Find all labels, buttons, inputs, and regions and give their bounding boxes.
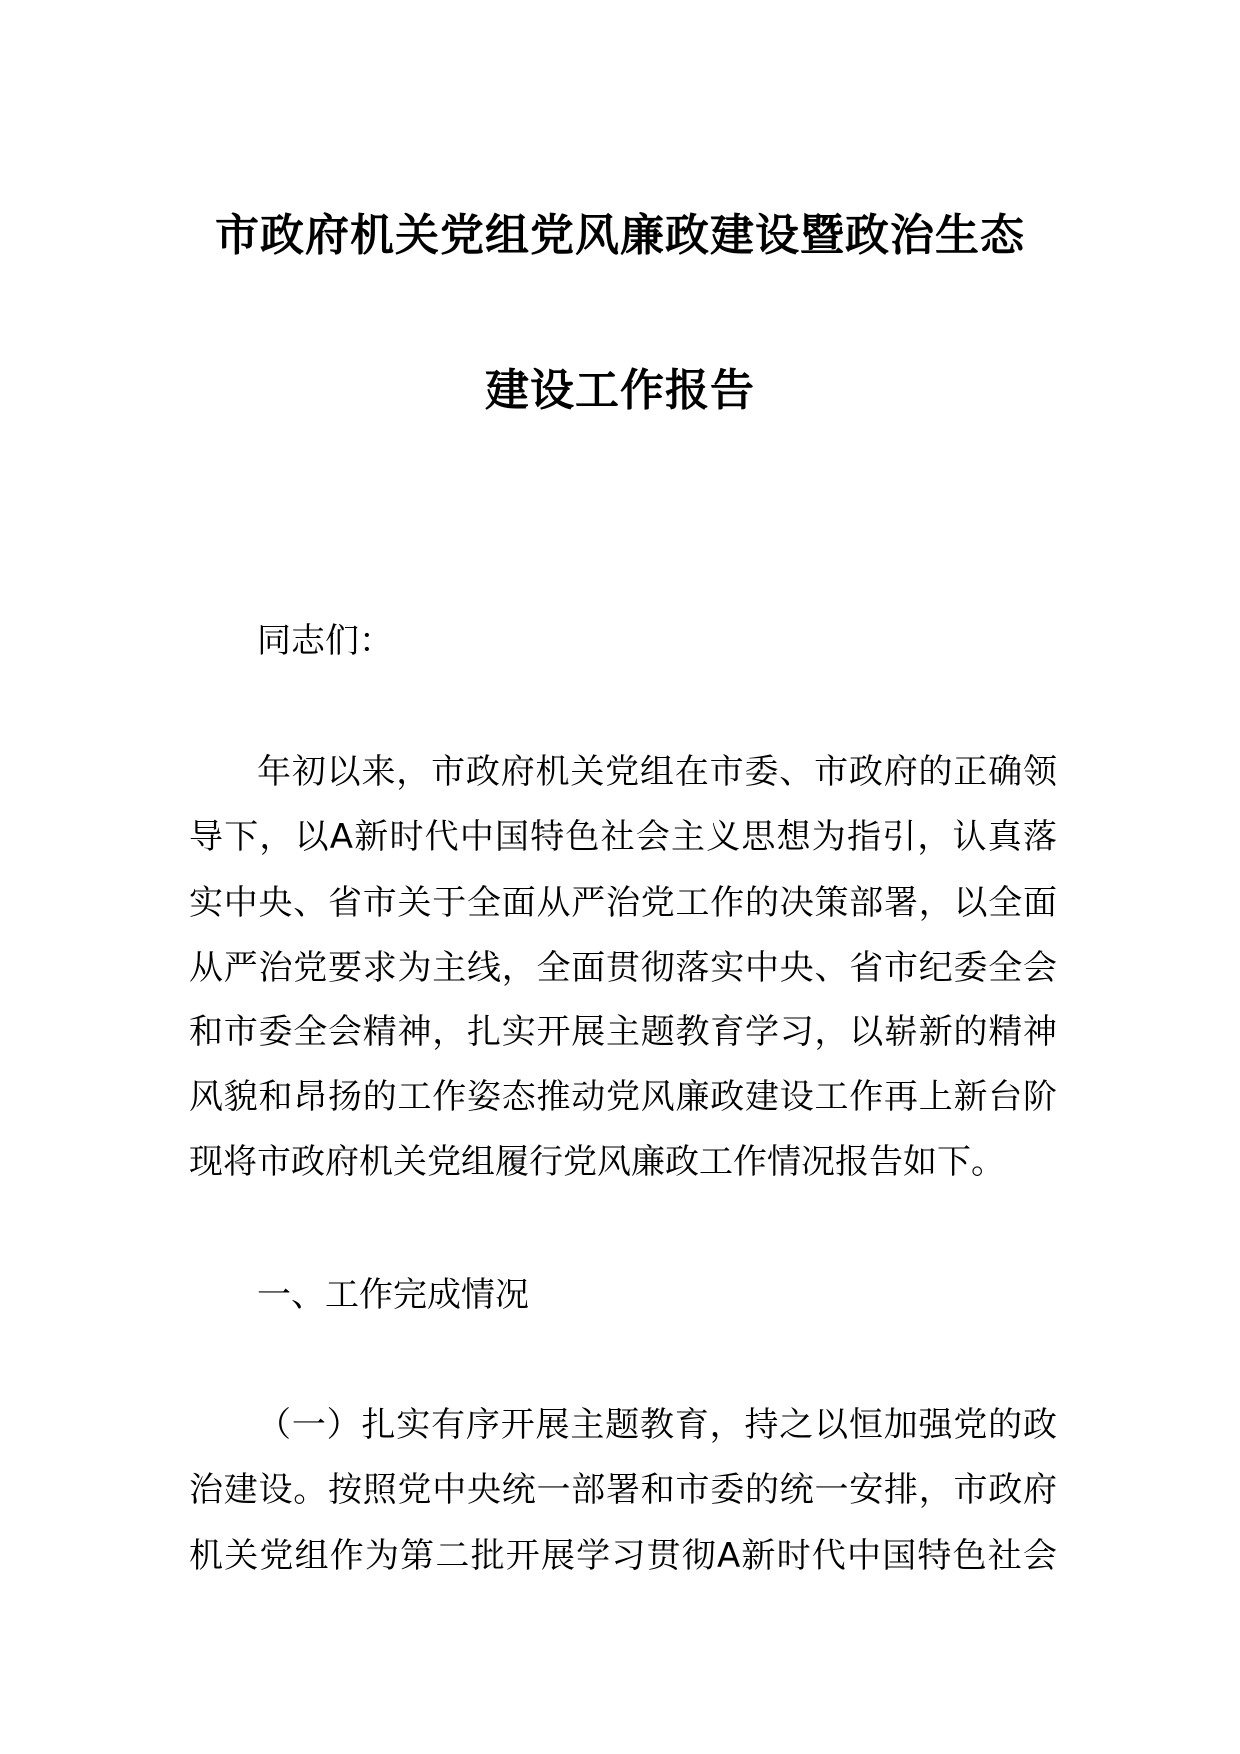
paragraph-line: 从严治党要求为主线，全面贯彻落实中央、省市纪委全会: [189, 948, 1057, 988]
section-heading: 一、工作完成情况: [257, 1275, 529, 1315]
paragraph-line: 现将市政府机关党组履行党风廉政工作情况报告如下。: [189, 1142, 1005, 1182]
paragraph-line: 治建设。按照党中央统一部署和市委的统一安排，市政府: [189, 1470, 1057, 1510]
document-title-line-2: 建设工作报告: [485, 365, 755, 416]
paragraph-line: （一）扎实有序开展主题教育，持之以恒加强党的政: [257, 1405, 1057, 1445]
paragraph-line: 机关党组作为第二批开展学习贯彻A新时代中国特色社会: [189, 1536, 1057, 1576]
paragraph-line: 年初以来，市政府机关党组在市委、市政府的正确领: [257, 752, 1057, 792]
paragraph-line: 实中央、省市关于全面从严治党工作的决策部署，以全面: [189, 883, 1057, 923]
paragraph-line: 和市委全会精神，扎实开展主题教育学习，以崭新的精神: [189, 1012, 1057, 1052]
paragraph-line: 导下，以A新时代中国特色社会主义思想为指引，认真落: [189, 817, 1057, 857]
document-title-line-1: 市政府机关党组党风廉政建设暨政治生态: [215, 210, 1025, 261]
paragraph-line: 风貌和昂扬的工作姿态推动党风廉政建设工作再上新台阶: [189, 1077, 1057, 1117]
salutation: 同志们：: [257, 621, 393, 661]
